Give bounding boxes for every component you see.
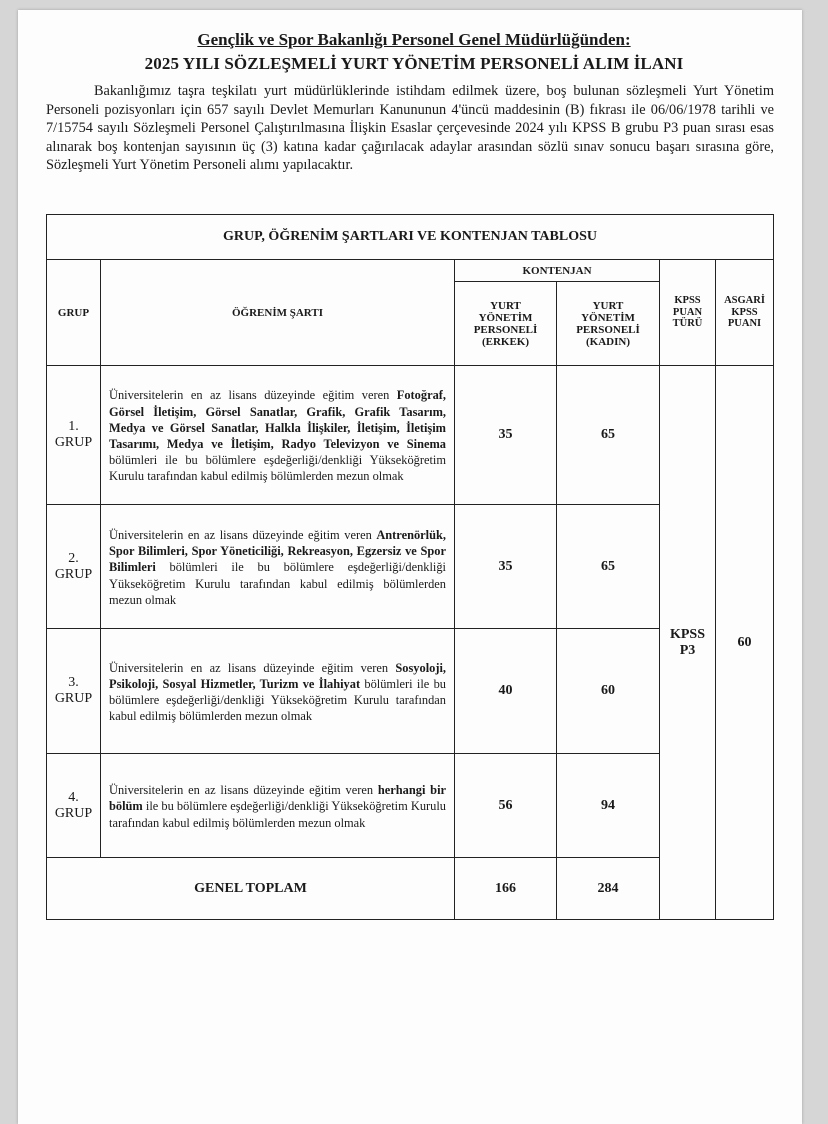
header-kpss-puan-line2: PUAN bbox=[672, 306, 703, 318]
condition-text: bölümleri ile bu bölümlere eşdeğerliği/denkliği Yükseköğretim Kurulu tarafından kabul edilmiş bölümlerden mezun olmak bbox=[109, 676, 446, 724]
condition-text: ile bu bölümlere eşdeğerliği/denkliği Yükseköğretim Kurulu tarafından kabul edilmiş bölümlerden mezun olmak bbox=[109, 799, 446, 830]
group-number: 1. bbox=[68, 419, 79, 434]
education-condition bbox=[101, 366, 455, 505]
condition-text: Üniversitelerin en az lisans düzeyinde eğitim veren bbox=[109, 527, 377, 542]
header-erkek-line4: (ERKEK) bbox=[481, 335, 530, 348]
announcement-title: 2025 YILI SÖZLEŞMELİ YURT YÖNETİM PERSONELİ ALIM İLANI bbox=[144, 54, 684, 73]
group-cell bbox=[47, 505, 101, 629]
group-label: GRUP bbox=[54, 566, 93, 582]
quota-kadin: 94 bbox=[557, 754, 660, 858]
header-asgari-line2: KPSS bbox=[731, 306, 758, 318]
total-kadin: 284 bbox=[557, 858, 660, 920]
group-number: 3. bbox=[68, 675, 79, 690]
condition-departments: Antrenörlük, Spor Bilimleri, Spor Yöneticiliği, Rekreasyon, Egzersiz ve Spor Bilimleri bbox=[109, 527, 446, 575]
group-cell bbox=[47, 754, 101, 858]
kpss-puan-line1: KPSS bbox=[669, 626, 705, 642]
condition-departments: Fotoğraf, Görsel İletişim, Görsel Sanatlar, Grafik, Grafik Tasarım, Medya ve Görsel Sanatlar, Halkla İlişkiler, İletişim, İletişim Tasarımı, Medya ve İletişim, Radyo Televizyon ve Sinema bbox=[109, 388, 446, 451]
header-kadin-line3: PERSONELİ bbox=[576, 323, 640, 336]
asgari-puan-value: 60 bbox=[716, 366, 774, 920]
condition-text: bölümleri ile bu bölümlere eşdeğerliği/denkliği Yükseköğretim Kurulu tarafından kabul edilmiş bölümlerden mezun olmak bbox=[109, 560, 446, 607]
header-kadin-line4: (KADIN) bbox=[586, 335, 630, 348]
group-label: GRUP bbox=[54, 805, 93, 821]
table-title: GRUP, ÖĞRENİM ŞARTLARI VE KONTENJAN TABLOSU bbox=[47, 215, 774, 260]
condition-text: Üniversitelerin en az lisans düzeyinde eğitim veren bbox=[109, 388, 397, 403]
condition-text: bölümleri ile bu bölümlere eşdeğerliği/denkliği Yükseköğretim Kurulu tarafından kabul edilmiş bölümlerden mezun olmak bbox=[109, 453, 446, 484]
header-kpss-puan-line3: TÜRÜ bbox=[672, 318, 703, 330]
quota-kadin: 65 bbox=[557, 505, 660, 629]
kpss-puan-turu-value bbox=[660, 366, 716, 920]
group-label: GRUP bbox=[54, 435, 93, 450]
group-label: GRUP bbox=[54, 691, 93, 706]
header-asgari-kpss-puani bbox=[716, 260, 774, 366]
header-asgari-line3: PUANI bbox=[727, 318, 762, 330]
header-kontenjan: KONTENJAN bbox=[455, 260, 660, 282]
total-label: GENEL TOPLAM bbox=[47, 858, 455, 920]
group-number: 2. bbox=[68, 550, 79, 566]
header-kadin-line1: YURT bbox=[592, 299, 624, 312]
education-condition bbox=[101, 629, 455, 754]
header-grup: GRUP bbox=[47, 260, 101, 366]
group-cell bbox=[47, 366, 101, 505]
header-kadin bbox=[557, 282, 660, 366]
quota-erkek: 35 bbox=[455, 366, 557, 505]
quota-erkek: 56 bbox=[455, 754, 557, 858]
kpss-puan-line2: P3 bbox=[679, 642, 696, 658]
education-condition bbox=[101, 505, 455, 629]
header-erkek-line3: PERSONELİ bbox=[473, 323, 538, 336]
group-number: 4. bbox=[68, 789, 79, 805]
education-condition bbox=[101, 754, 455, 858]
intro-paragraph: Bakanlığımız taşra teşkilatı yurt müdürlüklerinde istihdam edilmek üzere, boş bulunan sözleşmeli Yurt Yönetim Personeli pozisyonları için 657 sayılı Devlet Memurları Kanununun 4'üncü maddesinin (B) fıkrası ile 06/06/1978 tarihli ve 7/15754 sayılı Sözleşmeli Personel Çalıştırılmasına İlişkin Esaslar çerçevesinde 2024 yılı KPSS B grubu P3 puan sırası esas alınarak boş kontenjan sayısının üç (3) katına kadar çağırılacak adaylar arasından sözlü sınav sonucu başarı sırasına göre, Sözleşmeli Yurt Yönetim Personeli alımı yapılacaktır. bbox=[46, 83, 774, 174]
condition-text: Üniversitelerin en az lisans düzeyinde eğitim veren bbox=[109, 783, 378, 798]
header-erkek bbox=[455, 282, 557, 366]
quota-erkek: 40 bbox=[455, 629, 557, 754]
condition-text: Üniversitelerin en az lisans düzeyinde eğitim veren bbox=[109, 660, 396, 675]
header-erkek-line1: YURT bbox=[490, 299, 521, 312]
quota-erkek: 35 bbox=[455, 505, 557, 629]
quota-kadin: 60 bbox=[557, 629, 660, 754]
header-ogrenim: ÖĞRENİM ŞARTI bbox=[101, 260, 455, 366]
header-erkek-line2: YÖNETİM bbox=[478, 311, 533, 324]
header-asgari-line1: ASGARİ bbox=[724, 295, 765, 307]
table-row bbox=[47, 366, 774, 505]
quota-kadin: 65 bbox=[557, 366, 660, 505]
header-kadin-line2: YÖNETİM bbox=[581, 311, 635, 324]
header-kpss-puan-line1: KPSS bbox=[674, 295, 701, 307]
group-cell bbox=[47, 629, 101, 754]
issuer-heading: Gençlik ve Spor Bakanlığı Personel Genel Müdürlüğünden: bbox=[197, 30, 631, 49]
header-kpss-puan-turu bbox=[660, 260, 716, 366]
condition-departments: Sosyoloji, Psikoloji, Sosyal Hizmetler, Turizm ve İlahiyat bbox=[109, 660, 446, 691]
total-erkek: 166 bbox=[455, 858, 557, 920]
quota-table bbox=[46, 214, 774, 920]
condition-departments: herhangi bir bölüm bbox=[109, 783, 447, 814]
